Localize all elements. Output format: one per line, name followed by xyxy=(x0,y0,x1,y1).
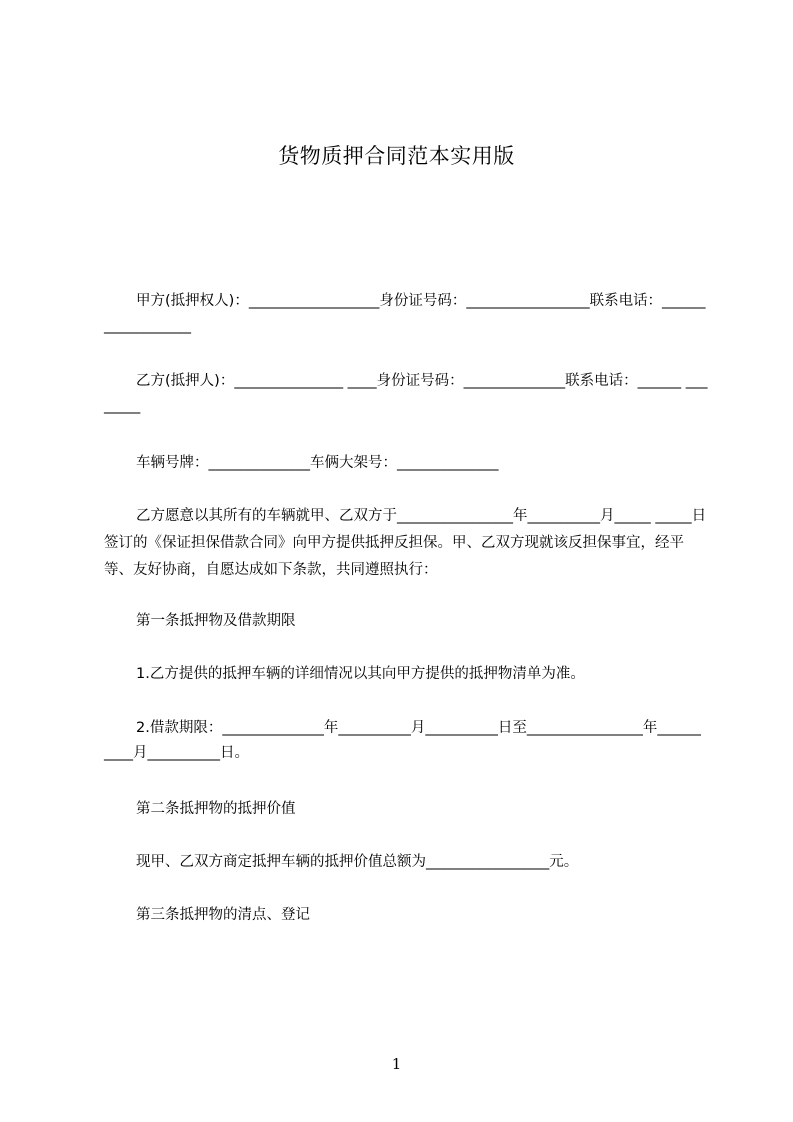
article-1-clause-1: 1.乙方提供的抵押车辆的详细情况以其向甲方提供的抵押物清单为准。 xyxy=(136,666,585,682)
document-title: 货物质押合同范本实用版 xyxy=(278,144,515,168)
article-2-heading: 第二条抵押物的抵押价值 xyxy=(136,801,296,817)
agreement-intro-paragraph: 乙方愿意以其所有的车辆就甲、乙双方于________________年__________月_____ _____日签订的《保证担保借款合同》向甲方提供抵押反担保。甲、乙双方现就该反担保事宜，经平等、友好协商，自愿达成如下条款，共同遵照执行： xyxy=(104,508,707,578)
page-number: 1 xyxy=(391,1055,402,1073)
article-1-clause-2: 2.借款期限：______________年__________月__________日至________________年__________月__________日。 xyxy=(104,720,701,761)
party-b-line: 乙方(抵押人)：_______________ ____身份证号码：______________联系电话：______ ________ xyxy=(104,373,708,414)
article-1-heading: 第一条抵押物及借款期限 xyxy=(136,613,296,629)
article-2-body: 现甲、乙双方商定抵押车辆的抵押价值总额为_________________元。 xyxy=(136,854,579,870)
vehicle-info-line: 车辆号牌：______________车俩大架号：______________ xyxy=(136,455,499,471)
article-3-heading: 第三条抵押物的清点、登记 xyxy=(136,907,310,923)
party-a-line: 甲方(抵押权人)：__________________身份证号码：_________________联系电话：__________________ xyxy=(104,293,706,334)
